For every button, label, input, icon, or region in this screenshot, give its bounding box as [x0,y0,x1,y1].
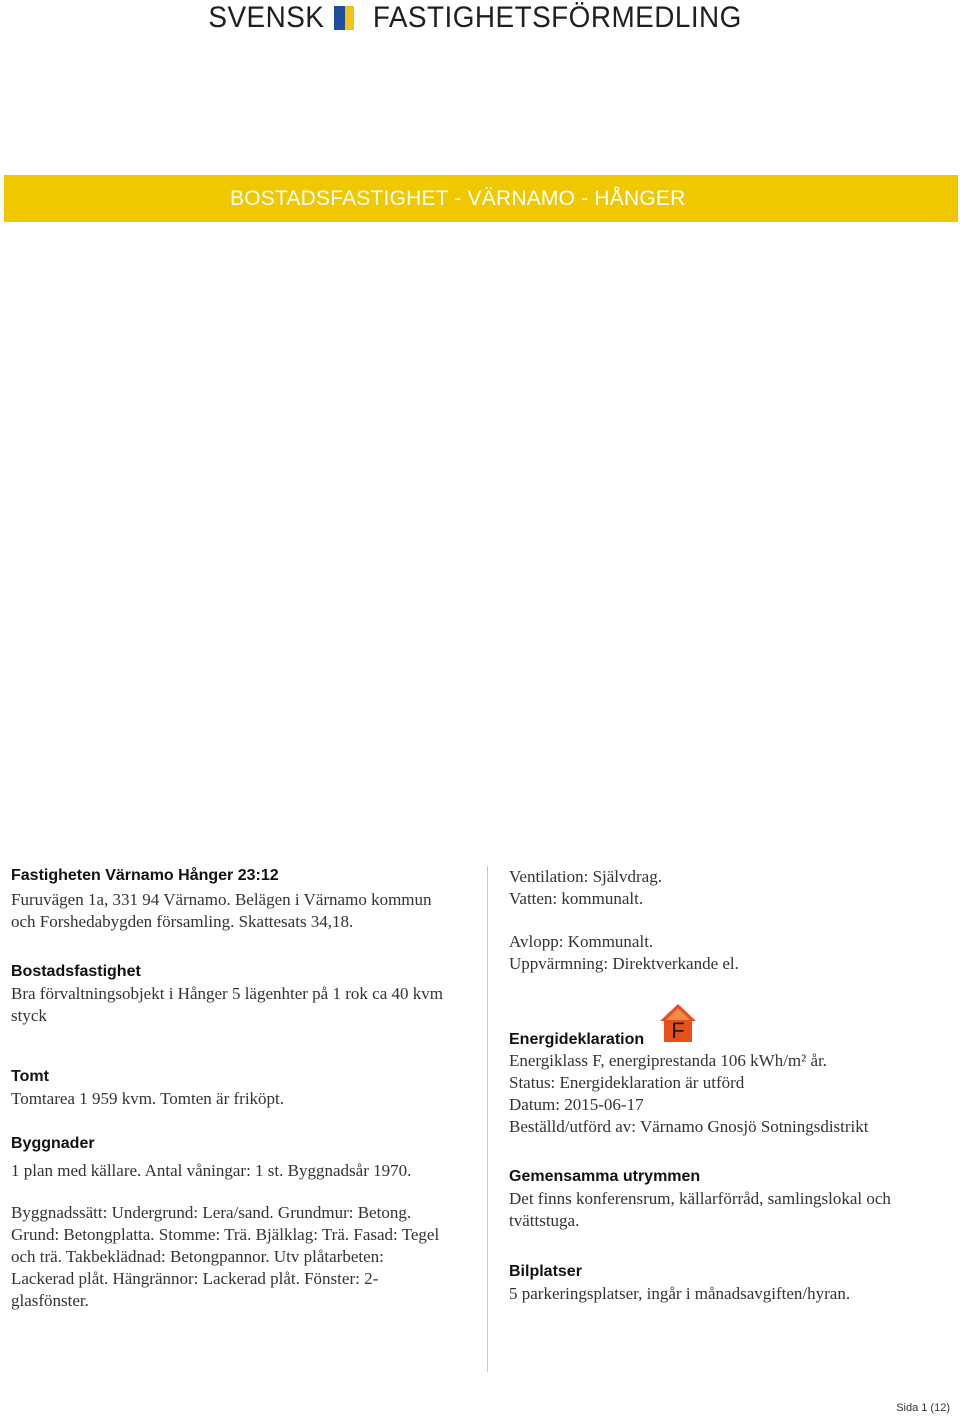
property-section [11,866,451,933]
bostadsfastighet-heading: Bostadsfastighet [11,963,141,980]
energy-section [509,1002,949,1138]
parking-heading: Bilplatser [509,1263,582,1280]
property-heading: Fastigheten Värnamo Hånger 23:12 [11,867,279,884]
energy-class-text: Energiklass F, energiprestanda 106 kWh/m² år. [509,1051,828,1070]
ventilation-text: Ventilation: Självdrag. [509,867,662,886]
energy-heading-row [509,1002,949,1050]
byggnader-heading: Byggnader [11,1135,95,1152]
energy-status-text: Status: Energideklaration är utförd [509,1073,745,1092]
avlopp-text: Avlopp: Kommunalt. [509,932,654,951]
bostadsfastighet-text: Bra förvaltningsobjekt i Hånger 5 lägenhter på 1 rok ca 40 kvm styck [11,984,443,1025]
byggnader-text-2: Byggnadssätt: Undergrund: Lera/sand. Grundmur: Betong. Grund: Betongplatta. Stomme: Trä. Bjälklag: Trä. Fasad: Tegel och trä. Takbeklädnad: Betongpannor. Utv plåtarbeten: Lackerad plåt. Hängrännor: Lackerad plåt. Fönster: 2-glasfönster. [11,1203,440,1310]
bostadsfastighet-section [11,962,451,1027]
parking-text: 5 parkeringsplatser, ingår i månadsavgiften/hyran. [509,1284,851,1303]
title-banner [4,175,958,222]
tomt-text: Tomtarea 1 959 kvm. Tomten är friköpt. [11,1089,285,1108]
common-heading: Gemensamma utrymmen [509,1168,701,1185]
tomt-section [11,1067,451,1110]
column-divider [487,866,488,1372]
page-title: BOSTADSFASTIGHET - VÄRNAMO - HÅNGER [230,186,686,210]
byggnader-text-1: 1 plan med källare. Antal våningar: 1 st. Byggnadsår 1970. [11,1161,412,1180]
logo-word-right: FASTIGHETSFÖRMEDLING [372,1,742,34]
page-number: Sida 1 (12) [896,1402,950,1414]
tomt-heading: Tomt [11,1068,49,1085]
installations-section [509,866,949,975]
swedish-flag-icon [334,6,354,30]
energy-performer-text: Beställd/utförd av: Värnamo Gnosjö Sotningsdistrikt [509,1117,869,1136]
parking-section [509,1262,949,1305]
common-section [509,1167,949,1232]
byggnader-section [11,1134,451,1312]
vatten-text: Vatten: kommunalt. [509,889,644,908]
property-text: Furuvägen 1a, 331 94 Värnamo. Belägen i Värnamo kommun och Forshedabygden församling. Skattesats 34,18. [11,890,432,931]
brand-logo [0,2,960,34]
right-column [509,866,949,1305]
energy-date-text: Datum: 2015-06-17 [509,1095,644,1114]
left-column [11,866,451,1332]
energy-badge-letter: F [671,1018,685,1043]
common-text: Det finns konferensrum, källarförråd, samlingslokal och tvättstuga. [509,1189,891,1230]
energy-heading: Energideklaration [509,1031,645,1048]
uppvarmning-text: Uppvärmning: Direktverkande el. [509,954,739,973]
energy-class-house-icon [658,1002,698,1049]
logo-word-left: SVENSK [208,1,325,34]
